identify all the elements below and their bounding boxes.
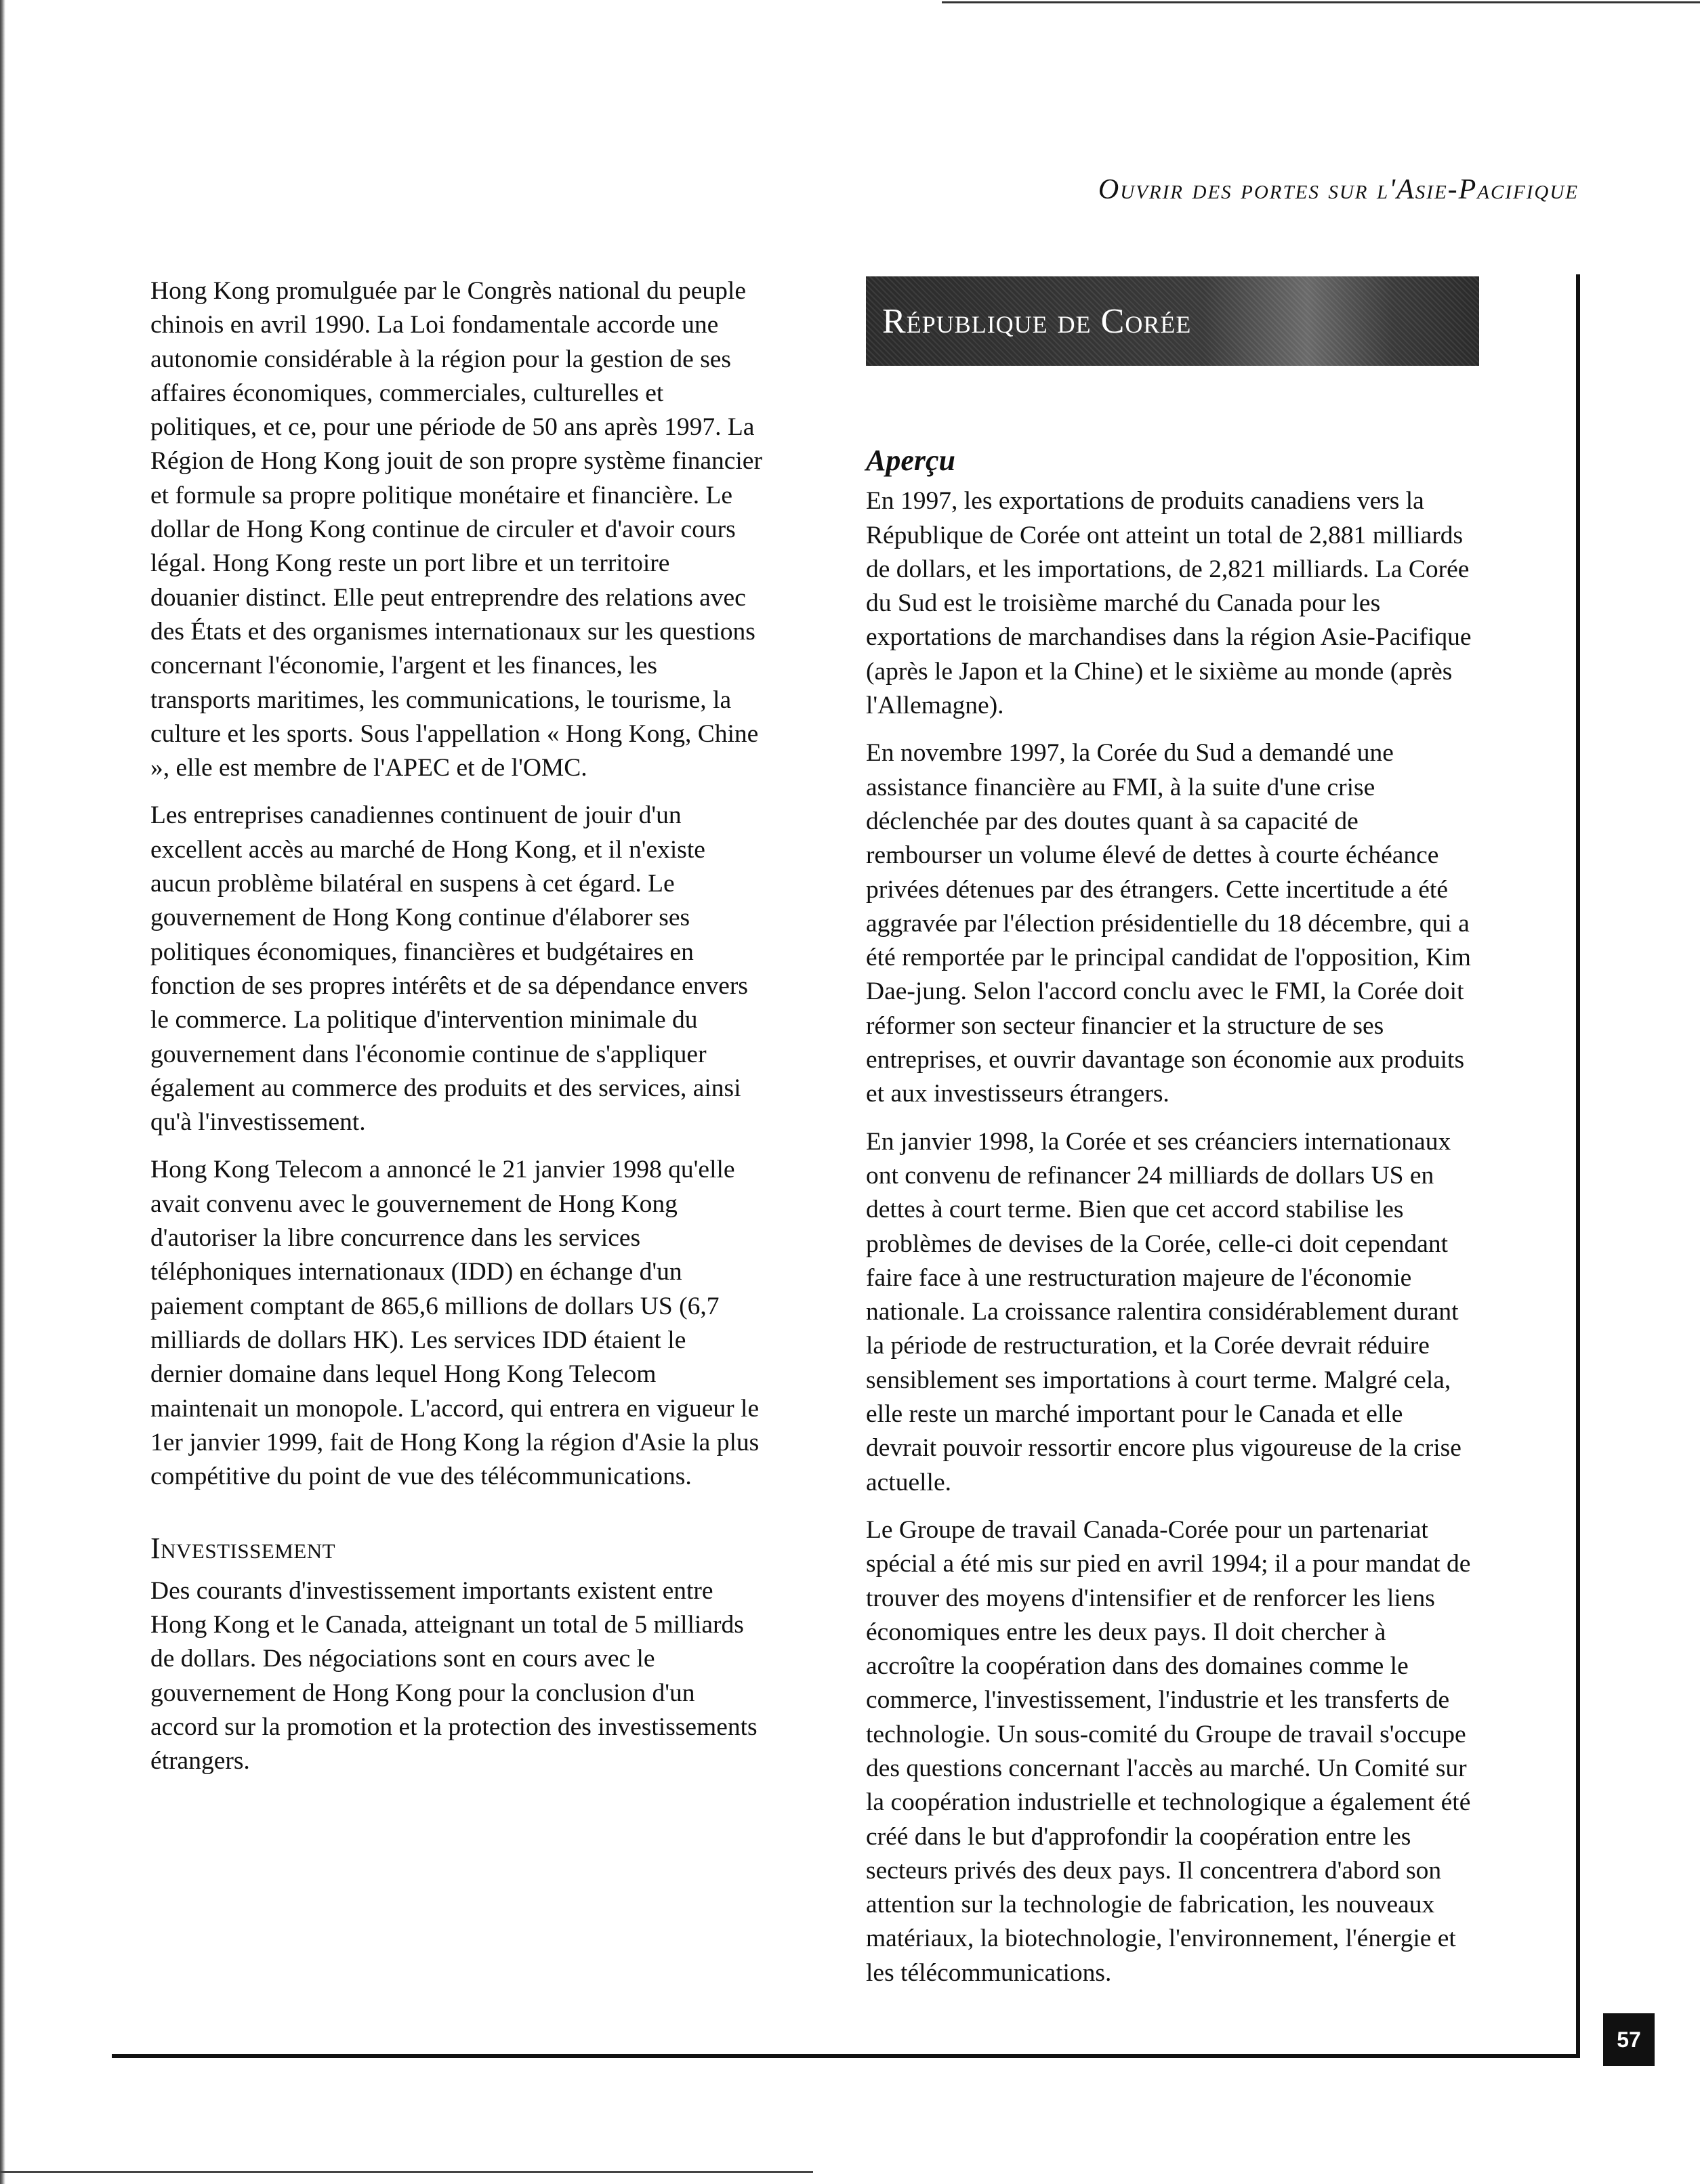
left-column — [150, 274, 764, 1792]
running-head: Ouvrir des portes sur l'Asie-Pacifique — [1098, 174, 1579, 205]
frame-rule-horizontal — [112, 2054, 1580, 2058]
left-paragraph-3: Hong Kong Telecom a annoncé le 21 janvier 1998 qu'elle avait convenu avec le gouvernement de Hong Kong d'autoriser la libre concurrence dans les services téléphoniques internationaux (IDD) en échange d'un paiement comptant de 865,6 millions de dollars US (6,7 milliards de dollars HK). Les services IDD étaient le dernier domaine dans lequel Hong Kong Telecom maintenait un monopole. L'accord, qui entrera en vigueur le 1er janvier 1999, fait de Hong Kong la région d'Asie la plus compétitive du point de vue des télécommunications. — [150, 1156, 760, 1491]
left-paragraph-1: Hong Kong promulguée par le Congrès national du peuple chinois en avril 1990. La Loi fondamentale accorde une autonomie considérable à la région pour la gestion de ses affaires économiques, commerciales, culturelles et politiques, et ce, pour une période de 50 ans après 1997. La Région de Hong Kong jouit de son propre système financier et formule sa propre politique monétaire et financière. Le dollar de Hong Kong continue de circuler et d'avoir cours légal. Hong Kong reste un port libre et un territoire douanier distinct. Elle peut entreprendre des relations avec des États et des organismes internationaux sur les questions concernant l'économie, l'argent et les finances, les transports maritimes, les communications, le tourisme, la culture et les sports. Sous l'appellation « Hong Kong, Chine », elle est membre de l'APEC et de l'OMC. — [150, 277, 762, 782]
left-paragraph-2: Les entreprises canadiennes continuent de jouir d'un excellent accès au marché de Hong Kong, et il n'existe aucun problème bilatéral en suspens à cet égard. Le gouvernement de Hong Kong continue d'élaborer ses politiques économiques, financières et budgétaires en fonction de ses propres intérêts et de sa dépendance envers le commerce. La politique d'intervention minimale du gouvernement dans l'économie continue de s'appliquer également au commerce des produits et des services, ainsi qu'à l'investissement. — [150, 801, 748, 1137]
right-paragraph-4: Le Groupe de travail Canada-Corée pour un partenariat spécial a été mis sur pied en avril 1994; il a pour mandat de trouver des moyens d'intensifier et de renforcer les liens économiques entre les deux pays. Il doit chercher à accroître la coopération dans des domaines comme le commerce, l'investissement, l'industrie et les transferts de technologie. Un sous-comité du Groupe de travail s'occupe des questions concernant l'accès au marché. Un Comité sur la coopération industrielle et technologique a également été créé dans le but d'approfondir la coopération entre les secteurs privés des deux pays. Il concentrera d'abord son attention sur la technologie de fabrication, les nouveaux matériaux, la biotechnologie, l'environnement, l'énergie et les télécommunications. — [866, 1515, 1471, 1987]
page-number: 57 — [1603, 2013, 1655, 2066]
right-paragraph-3: En janvier 1998, la Corée et ses créanciers internationaux ont convenu de refinancer 24 milliards de dollars US en dettes à court terme. Bien que cet accord stabilise les problèmes de devises de la Corée, celle-ci doit cependant faire face à une restructuration majeure de l'économie nationale. La croissance ralentira considérablement durant la période de restructuration, et la Corée devrait réduire sensiblement ses importations à court terme. Malgré cela, elle reste un marché important pour le Canada et elle devrait pouvoir ressortir encore plus vigoureuse de la crise actuelle. — [866, 1127, 1461, 1496]
scan-edge — [0, 0, 5, 2184]
bottom-rule — [0, 2171, 813, 2173]
right-column — [866, 444, 1479, 2004]
sub-heading-apercu: Aperçu — [866, 444, 955, 477]
section-heading-investissement: Investissement — [150, 1532, 336, 1566]
right-paragraph-2: En novembre 1997, la Corée du Sud a demandé une assistance financière au FMI, à la suite d'une crise déclenchée par des doutes quant à sa capacité de rembourser un volume élevé de dettes à courte échéance privées détenues par des étrangers. Cette incertitude a été aggravée par l'élection présidentielle du 18 décembre, qui a été remportée par le principal candidat de l'opposition, Kim Dae-jung. Selon l'accord conclu avec le FMI, la Corée doit réformer son secteur financier et la structure de ses entreprises, et ouvrir davantage son économie aux produits et aux investisseurs étrangers. — [866, 739, 1471, 1108]
left-paragraph-investissement: Des courants d'investissement importants existent entre Hong Kong et le Canada, atteignant un total de 5 milliards de dollars. Des négociations sont en cours avec le gouvernement de Hong Kong pour la conclusion d'un accord sur la promotion et la protection des investissements étrangers. — [150, 1576, 758, 1776]
section-banner — [866, 276, 1479, 366]
top-rule — [942, 1, 1700, 3]
banner-title: République de Corée — [882, 301, 1192, 341]
frame-rule-vertical — [1576, 274, 1580, 2056]
right-paragraph-1: En 1997, les exportations de produits canadiens vers la République de Corée ont atteint un total de 2,881 milliards de dollars, et les importations, de 2,821 milliards. La Corée du Sud est le troisième marché du Canada pour les exportations de marchandises dans la région Asie-Pacifique (après le Japon et la Chine) et le sixième au monde (après l'Allemagne). — [866, 487, 1472, 720]
